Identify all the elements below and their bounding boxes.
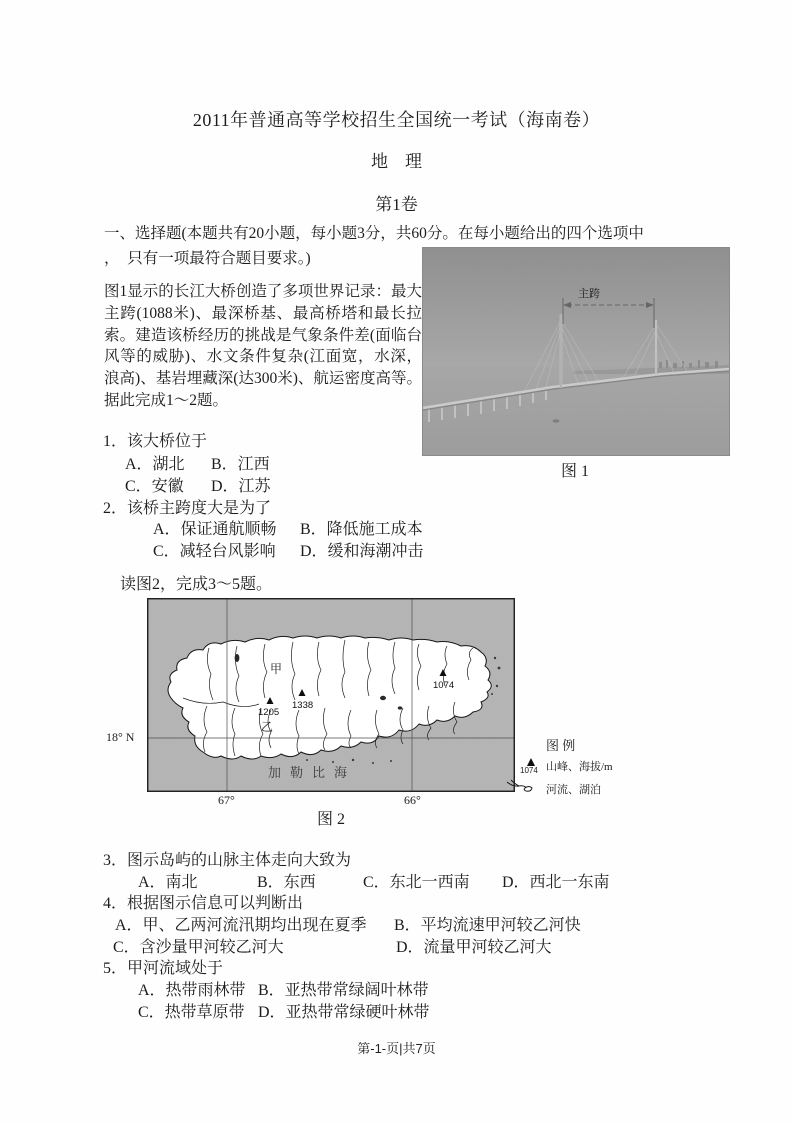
q1-option-b: B．江西 xyxy=(211,456,270,473)
q1-option-c: C．安徽 xyxy=(125,478,184,495)
page-title: 2011年普通高等学校招生全国统一考试（海南卷） xyxy=(192,110,601,130)
q3-option-d: D．西北一东南 xyxy=(502,874,610,891)
q4-option-a: A．甲、乙两河流汛期均出现在夏季 xyxy=(115,917,367,934)
q2-option-b: B．降低施工成本 xyxy=(300,521,423,538)
q1-option-d: D．江苏 xyxy=(211,478,271,495)
q3-option-b: B．东西 xyxy=(257,874,316,891)
section-title: 第1卷 xyxy=(375,195,418,214)
instruction-line1: 一、选择题(本题共有20小题，每小题3分，共60分。在每小题给出的四个选项中 xyxy=(104,225,644,242)
q1-stem: 1．该大桥位于 xyxy=(103,433,208,450)
q2-option-a: A．保证通航顺畅 xyxy=(153,521,277,538)
longitude-label-67: 67° xyxy=(218,793,235,807)
page-number: 第-1-页|共7页 xyxy=(357,1041,436,1056)
q5-option-a: A．热带雨林带 xyxy=(138,982,246,999)
legend-item-peak: 山峰、海拔/m xyxy=(546,761,613,773)
legend-title: 图 例 xyxy=(546,738,576,753)
bridge-photo-image xyxy=(422,247,730,456)
q4-option-c: C．含沙量甲河较乙河大 xyxy=(113,939,284,956)
figure1-caption: 图 1 xyxy=(560,463,589,480)
figure2-caption: 图 2 xyxy=(316,811,345,828)
q2-option-d: D．缓和海潮冲击 xyxy=(300,543,424,560)
passage-bridge: 图1显示的长江大桥创造了多项世界记录：最大主跨(1088米)、最深桥基、最高桥塔和最长拉索。建造该桥经历的挑战是气象条件差(面临台风等的威胁)、水文条件复杂(江面宽，水深，浪高)、基岩埋藏深(达300米)、航运密度高等。据此完成1～2题。 xyxy=(104,283,422,409)
q5-option-b: B．亚热带常绿阔叶林带 xyxy=(258,982,429,999)
q3-stem: 3．图示岛屿的山脉主体走向大致为 xyxy=(103,852,352,869)
subject-title: 地 理 xyxy=(371,152,422,171)
river-jia-label: 甲 xyxy=(270,662,283,676)
q5-option-d: D．亚热带常绿硬叶林带 xyxy=(258,1004,430,1021)
peak-value-1205: 1205 xyxy=(258,707,280,718)
sea-label: 加勒比海 xyxy=(268,765,357,780)
peak-value-1074: 1074 xyxy=(433,680,455,691)
latitude-label: 18° N xyxy=(106,730,135,744)
q2-option-c: C．减轻台风影响 xyxy=(153,543,276,560)
passage-map: 读图2，完成3～5题。 xyxy=(120,576,273,593)
q2-stem: 2．该桥主跨度大是为了 xyxy=(103,500,272,517)
q3-option-c: C．东北一西南 xyxy=(363,874,470,891)
q4-option-d: D．流量甲河较乙河大 xyxy=(396,939,552,956)
photo-grain xyxy=(423,248,729,455)
legend-river-icon xyxy=(505,779,535,795)
instruction-line2: ， 只有一项最符合题目要求。) xyxy=(104,250,311,267)
q3-option-a: A．南北 xyxy=(138,874,198,891)
legend-item-river: 河流、湖泊 xyxy=(546,784,601,796)
main-span-label: 主跨 xyxy=(578,288,600,300)
legend-peak-value: 1074 xyxy=(520,766,538,775)
q4-stem: 4．根据图示信息可以判断出 xyxy=(103,895,304,912)
q5-stem: 5．甲河流域处于 xyxy=(103,960,224,977)
river-yi-label: 乙 xyxy=(261,720,274,734)
longitude-label-66: 66° xyxy=(404,793,421,807)
q1-option-a: A．湖北 xyxy=(125,456,185,473)
figure1-bridge-photo xyxy=(422,247,730,456)
q4-option-b: B．平均流速甲河较乙河快 xyxy=(394,917,581,934)
q5-option-c: C．热带草原带 xyxy=(138,1004,245,1021)
peak-value-1338: 1338 xyxy=(292,700,314,711)
